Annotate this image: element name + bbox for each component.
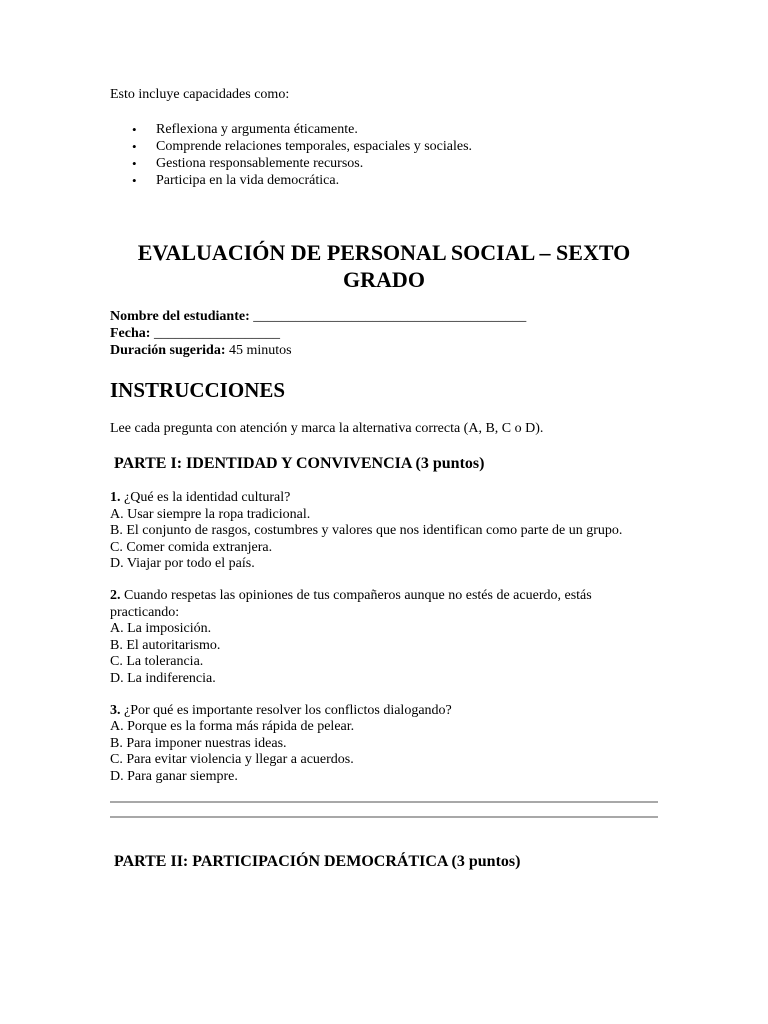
instructions-heading: INSTRUCCIONES	[110, 378, 286, 402]
field-blank-line: __________________	[153, 326, 280, 341]
bullet-icon: •	[132, 139, 137, 154]
list-item-text: Comprende relaciones temporales, espaciales y sociales.	[156, 139, 473, 154]
option-d[interactable]: D. La indiferencia.	[110, 670, 216, 686]
option-c[interactable]: C. Comer comida extranjera.	[110, 539, 273, 555]
question-number: 2.	[110, 587, 121, 603]
duration-field	[110, 342, 658, 359]
bullet-icon: •	[132, 156, 137, 171]
field-label: Nombre del estudiante:	[110, 309, 250, 324]
horizontal-divider	[110, 816, 658, 818]
student-name-field[interactable]	[110, 308, 658, 325]
intro-text: Esto incluye capacidades como:	[110, 87, 290, 102]
list-item	[132, 172, 658, 189]
question-2	[110, 588, 658, 688]
field-blank-line: _______________________________________	[253, 309, 527, 324]
instructions-text: Lee cada pregunta con atención y marca la alternativa correcta (A, B, C o D).	[110, 421, 544, 436]
horizontal-divider	[110, 801, 658, 803]
question-3	[110, 703, 658, 786]
page-title: EVALUACIÓN DE PERSONAL SOCIAL – SEXTO GRADO	[137, 240, 631, 292]
question-number: 3.	[110, 702, 121, 718]
option-d[interactable]: D. Viajar por todo el país.	[110, 556, 255, 572]
bullet-icon: •	[132, 122, 137, 137]
list-item	[132, 121, 658, 138]
document-page	[110, 86, 658, 872]
field-label: Fecha:	[110, 326, 151, 341]
student-fields	[110, 308, 658, 359]
question-text: ¿Qué es la identidad cultural?	[124, 490, 291, 505]
option-c[interactable]: C. Para evitar violencia y llegar a acuerdos.	[110, 752, 354, 768]
option-b[interactable]: B. El conjunto de rasgos, costumbres y valores que nos identifican como parte de un grupo.	[110, 523, 623, 539]
field-value: 45 minutos	[229, 343, 292, 358]
bullet-icon: •	[132, 173, 137, 188]
option-d[interactable]: D. Para ganar siempre.	[110, 768, 238, 784]
part1-heading: PARTE I: IDENTIDAD Y CONVIVENCIA (3 puntos)	[114, 455, 485, 472]
option-a[interactable]: A. Porque es la forma más rápida de pelear.	[110, 719, 355, 735]
part2-heading: PARTE II: PARTICIPACIÓN DEMOCRÁTICA (3 puntos)	[114, 852, 521, 870]
list-item-text: Participa en la vida democrática.	[156, 173, 340, 188]
option-b[interactable]: B. Para imponer nuestras ideas.	[110, 735, 287, 751]
question-text: ¿Por qué es importante resolver los conflictos dialogando?	[124, 702, 452, 718]
date-field[interactable]	[110, 325, 658, 342]
question-number: 1.	[110, 490, 121, 505]
question-text: Cuando respetas las opiniones de tus compañeros aunque no estés de acuerdo, estás practicando:	[110, 587, 592, 620]
question-1	[110, 490, 658, 573]
list-item-text: Gestiona responsablemente recursos.	[156, 156, 364, 171]
option-a[interactable]: A. Usar siempre la ropa tradicional.	[110, 506, 311, 522]
question-stem	[110, 490, 658, 507]
question-stem	[110, 588, 658, 621]
list-item	[132, 155, 658, 172]
field-label: Duración sugerida:	[110, 343, 226, 358]
question-stem	[110, 703, 658, 720]
option-b[interactable]: B. El autoritarismo.	[110, 637, 221, 653]
capacities-list	[110, 121, 658, 189]
list-item-text: Reflexiona y argumenta éticamente.	[156, 122, 358, 137]
option-c[interactable]: C. La tolerancia.	[110, 654, 204, 670]
list-item	[132, 138, 658, 155]
option-a[interactable]: A. La imposición.	[110, 621, 212, 637]
